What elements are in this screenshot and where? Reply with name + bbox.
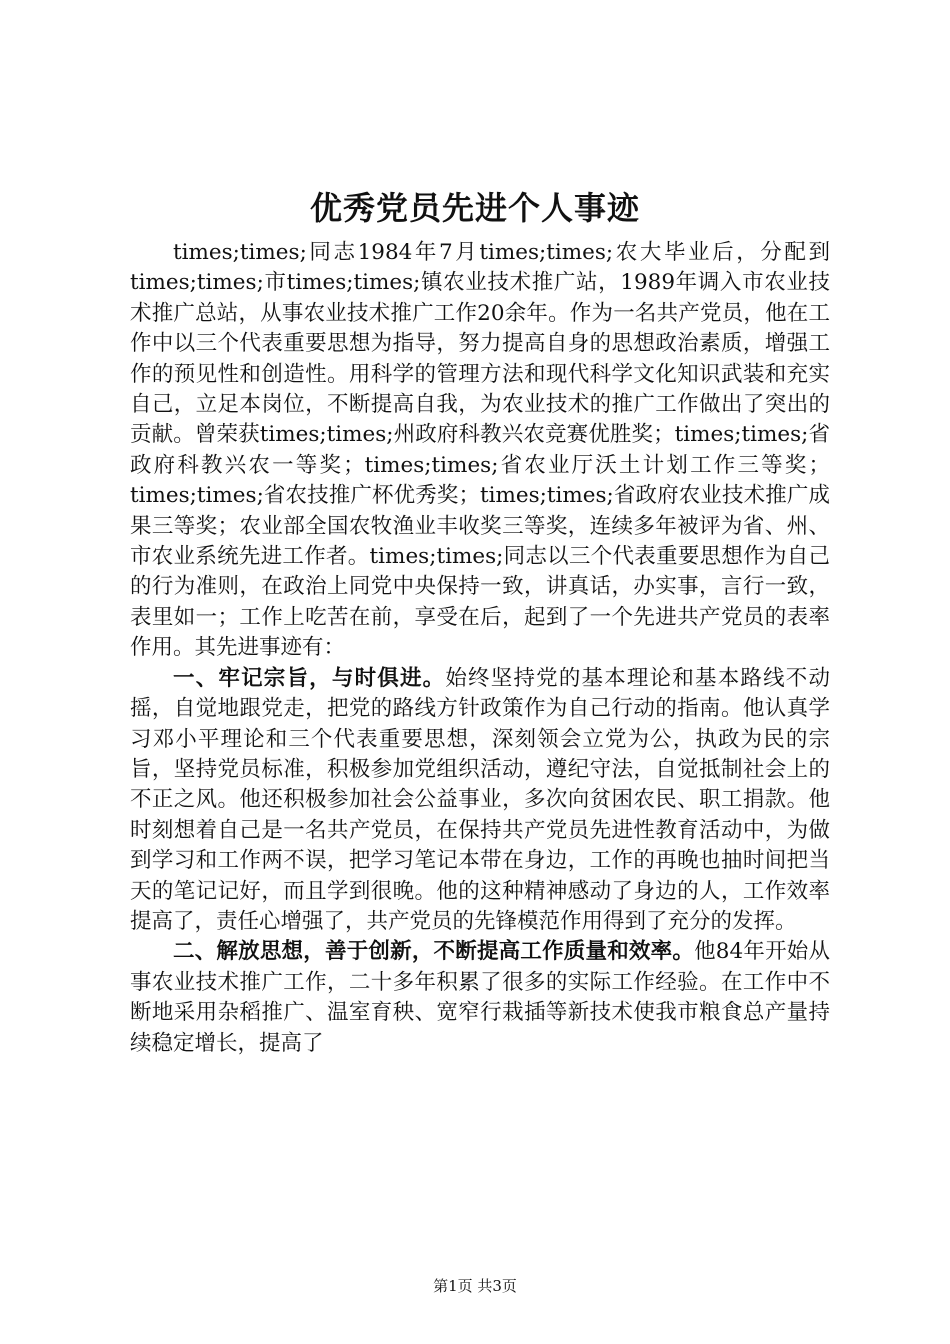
paragraph-text: times;times;同志1984年7月times;times;农大毕业后，分配到times;times;市times;times;镇农业技术推广站，1989年调入市农业技术推广总站，从事农业技术推广工作20余年。作为一名共产党员，他在工作中以三个代表重要思想为指导，努力提高自身的思想政治素质，增强工作的预见性和创造性。用科学的管理方法和现代科学文化知识武装和充实自己，立足本岗位，不断提高自我，为农业技术的推广工作做出了突出的贡献。曾荣获times;times;州政府科教兴农竞赛优胜奖；times;times;省政府科教兴农一等奖；times;times;省农业厅沃土计划工作三等奖；times;times;省农技推广杯优秀奖；times;times;省政府农业技术推广成果三等奖；农业部全国农牧渔业丰收奖三等奖，连续多年被评为省、州、市农业系统先进工作者。times;times;同志以三个代表重要思想作为自己的行为准则，在政治上同党中央保持一致，讲真话，办实事，言行一致，表里如一；工作上吃苦在前，享受在后，起到了一个先进共产党员的表率作用。其先进事迹有：: [130, 240, 830, 661]
paragraph-intro: [130, 238, 830, 664]
paragraph-section-one: [130, 664, 830, 938]
document-title: 优秀党员先进个人事迹: [309, 189, 640, 227]
page-number-footer: 第1页 共3页: [433, 1277, 517, 1295]
document-body: [130, 238, 830, 1059]
paragraph-text: 始终坚持党的基本理论和基本路线不动摇，自觉地跟党走，把党的路线方针政策作为自己行动的指南。他认真学习邓小平理论和三个代表重要思想，深刻领会立党为公，执政为民的宗旨，坚持党员标准，积极参加党组织活动，遵纪守法，自觉抵制社会上的不正之风。他还积极参加社会公益事业，多次向贫困农民、职工捐款。他时刻想着自己是一名共产党员，在保持共产党员先进性教育活动中，为做到学习和工作两不误，把学习笔记本带在身边，工作的再晚也抽时间把当天的笔记记好，而且学到很晚。他的这种精神感动了身边的人，工作效率提高了，责任心增强了，共产党员的先锋模范作用得到了充分的发挥。: [130, 665, 830, 934]
paragraph-section-two: [130, 937, 830, 1059]
section-heading: 二、解放思想，善于创新，不断提高工作质量和效率。: [173, 939, 695, 965]
paragraph-text: 他84年开始从事农业技术推广工作，二十多年积累了很多的实际工作经验。在工作中不断地采用杂稻推广、温室育秧、宽窄行栽插等新技术使我市粮食总产量持续稳定增长，提高了: [130, 939, 830, 1056]
section-heading: 一、牢记宗旨，与时俱进。: [173, 665, 446, 691]
